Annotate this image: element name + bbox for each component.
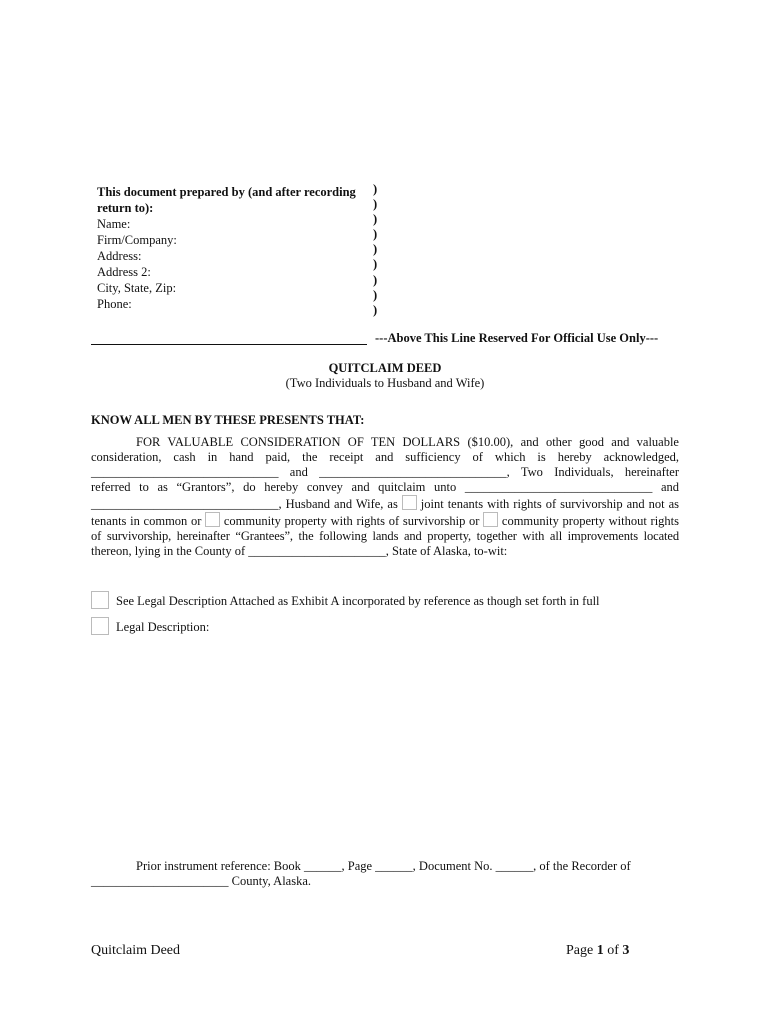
preparer-address2-label: Address 2:	[97, 265, 151, 279]
body-line: thereon, lying in the County of ______________________, State of Alaska, to-wit:	[91, 544, 508, 558]
preparer-address-label: Address:	[97, 249, 142, 263]
conveyance-paragraph	[91, 435, 679, 559]
of-label: of	[607, 943, 619, 958]
preparer-name-label: Name:	[97, 217, 131, 231]
preparer-heading-line2: return to):	[97, 201, 154, 215]
reserved-line-text: ---Above This Line Reserved For Official Use Only---	[375, 331, 659, 345]
body-line: FOR VALUABLE CONSIDERATION OF TEN DOLLARS ($10.00), and other good and valuable	[136, 435, 679, 449]
know-all-heading: KNOW ALL MEN BY THESE PRESENTS THAT:	[91, 413, 365, 427]
page-total: 3	[622, 943, 630, 958]
paren: )	[373, 182, 378, 196]
deed-title: QUITCLAIM DEED	[328, 361, 442, 375]
prior-instrument-line2: ______________________ County, Alaska.	[91, 874, 312, 888]
body-line-part: joint tenants with rights of survivorship and not as	[420, 497, 680, 511]
prior-instrument-line1: Prior instrument reference: Book ______, Page ______, Document No. ______, of the Recorder of	[136, 859, 631, 873]
body-line: referred to as “Grantors”, do hereby convey and quitclaim unto ______________________________ and	[91, 480, 679, 494]
exhibit-a-label: See Legal Description Attached as Exhibit A incorporated by reference as though set forth in full	[116, 594, 600, 608]
page-label: Page	[566, 943, 594, 958]
page-indicator	[566, 943, 629, 959]
community-property-survivorship-checkbox[interactable]	[205, 512, 220, 527]
paren: )	[373, 302, 378, 317]
exhibit-a-checkbox[interactable]	[91, 591, 109, 609]
body-line: of survivorship, hereinafter “Grantees”, the following lands and property, together with all improvements located	[91, 529, 679, 543]
body-line-part: ______________________________, Husband and Wife, as	[91, 497, 398, 511]
paren: )	[373, 272, 378, 287]
body-line-part: community property with rights of survivorship or	[223, 514, 480, 528]
legal-description-label: Legal Description:	[116, 620, 210, 634]
community-property-no-survivorship-checkbox[interactable]	[483, 512, 498, 527]
paren: )	[373, 287, 378, 302]
paren: )	[373, 257, 378, 272]
body-line-part: tenants in common or	[91, 514, 202, 528]
joint-tenants-checkbox[interactable]	[402, 495, 417, 510]
page-number: 1	[596, 943, 604, 958]
body-line: consideration, cash in hand paid, the receipt and sufficiency of which is hereby acknowledged,	[91, 450, 679, 464]
paren: )	[373, 242, 378, 257]
recording-rule	[91, 344, 367, 345]
preparer-city-label: City, State, Zip:	[97, 281, 177, 295]
paren-column	[373, 182, 377, 318]
footer-title: Quitclaim Deed	[91, 943, 181, 958]
body-line-checkbox-row	[91, 495, 679, 512]
deed-subtitle: (Two Individuals to Husband and Wife)	[285, 376, 485, 390]
body-line-checkbox-row	[91, 512, 679, 529]
body-line-part: community property without rights	[501, 514, 680, 528]
preparer-block	[97, 184, 367, 312]
preparer-heading-line1: This document prepared by (and after recording	[97, 185, 356, 199]
paren: )	[373, 227, 378, 242]
preparer-phone-label: Phone:	[97, 297, 132, 311]
paren: )	[373, 212, 378, 227]
legal-description-checkbox[interactable]	[91, 617, 109, 635]
body-line: ______________________________ and ______________________________, Two Individuals, hereinafter	[91, 465, 679, 479]
paren: )	[373, 197, 378, 212]
preparer-firm-label: Firm/Company:	[97, 233, 177, 247]
